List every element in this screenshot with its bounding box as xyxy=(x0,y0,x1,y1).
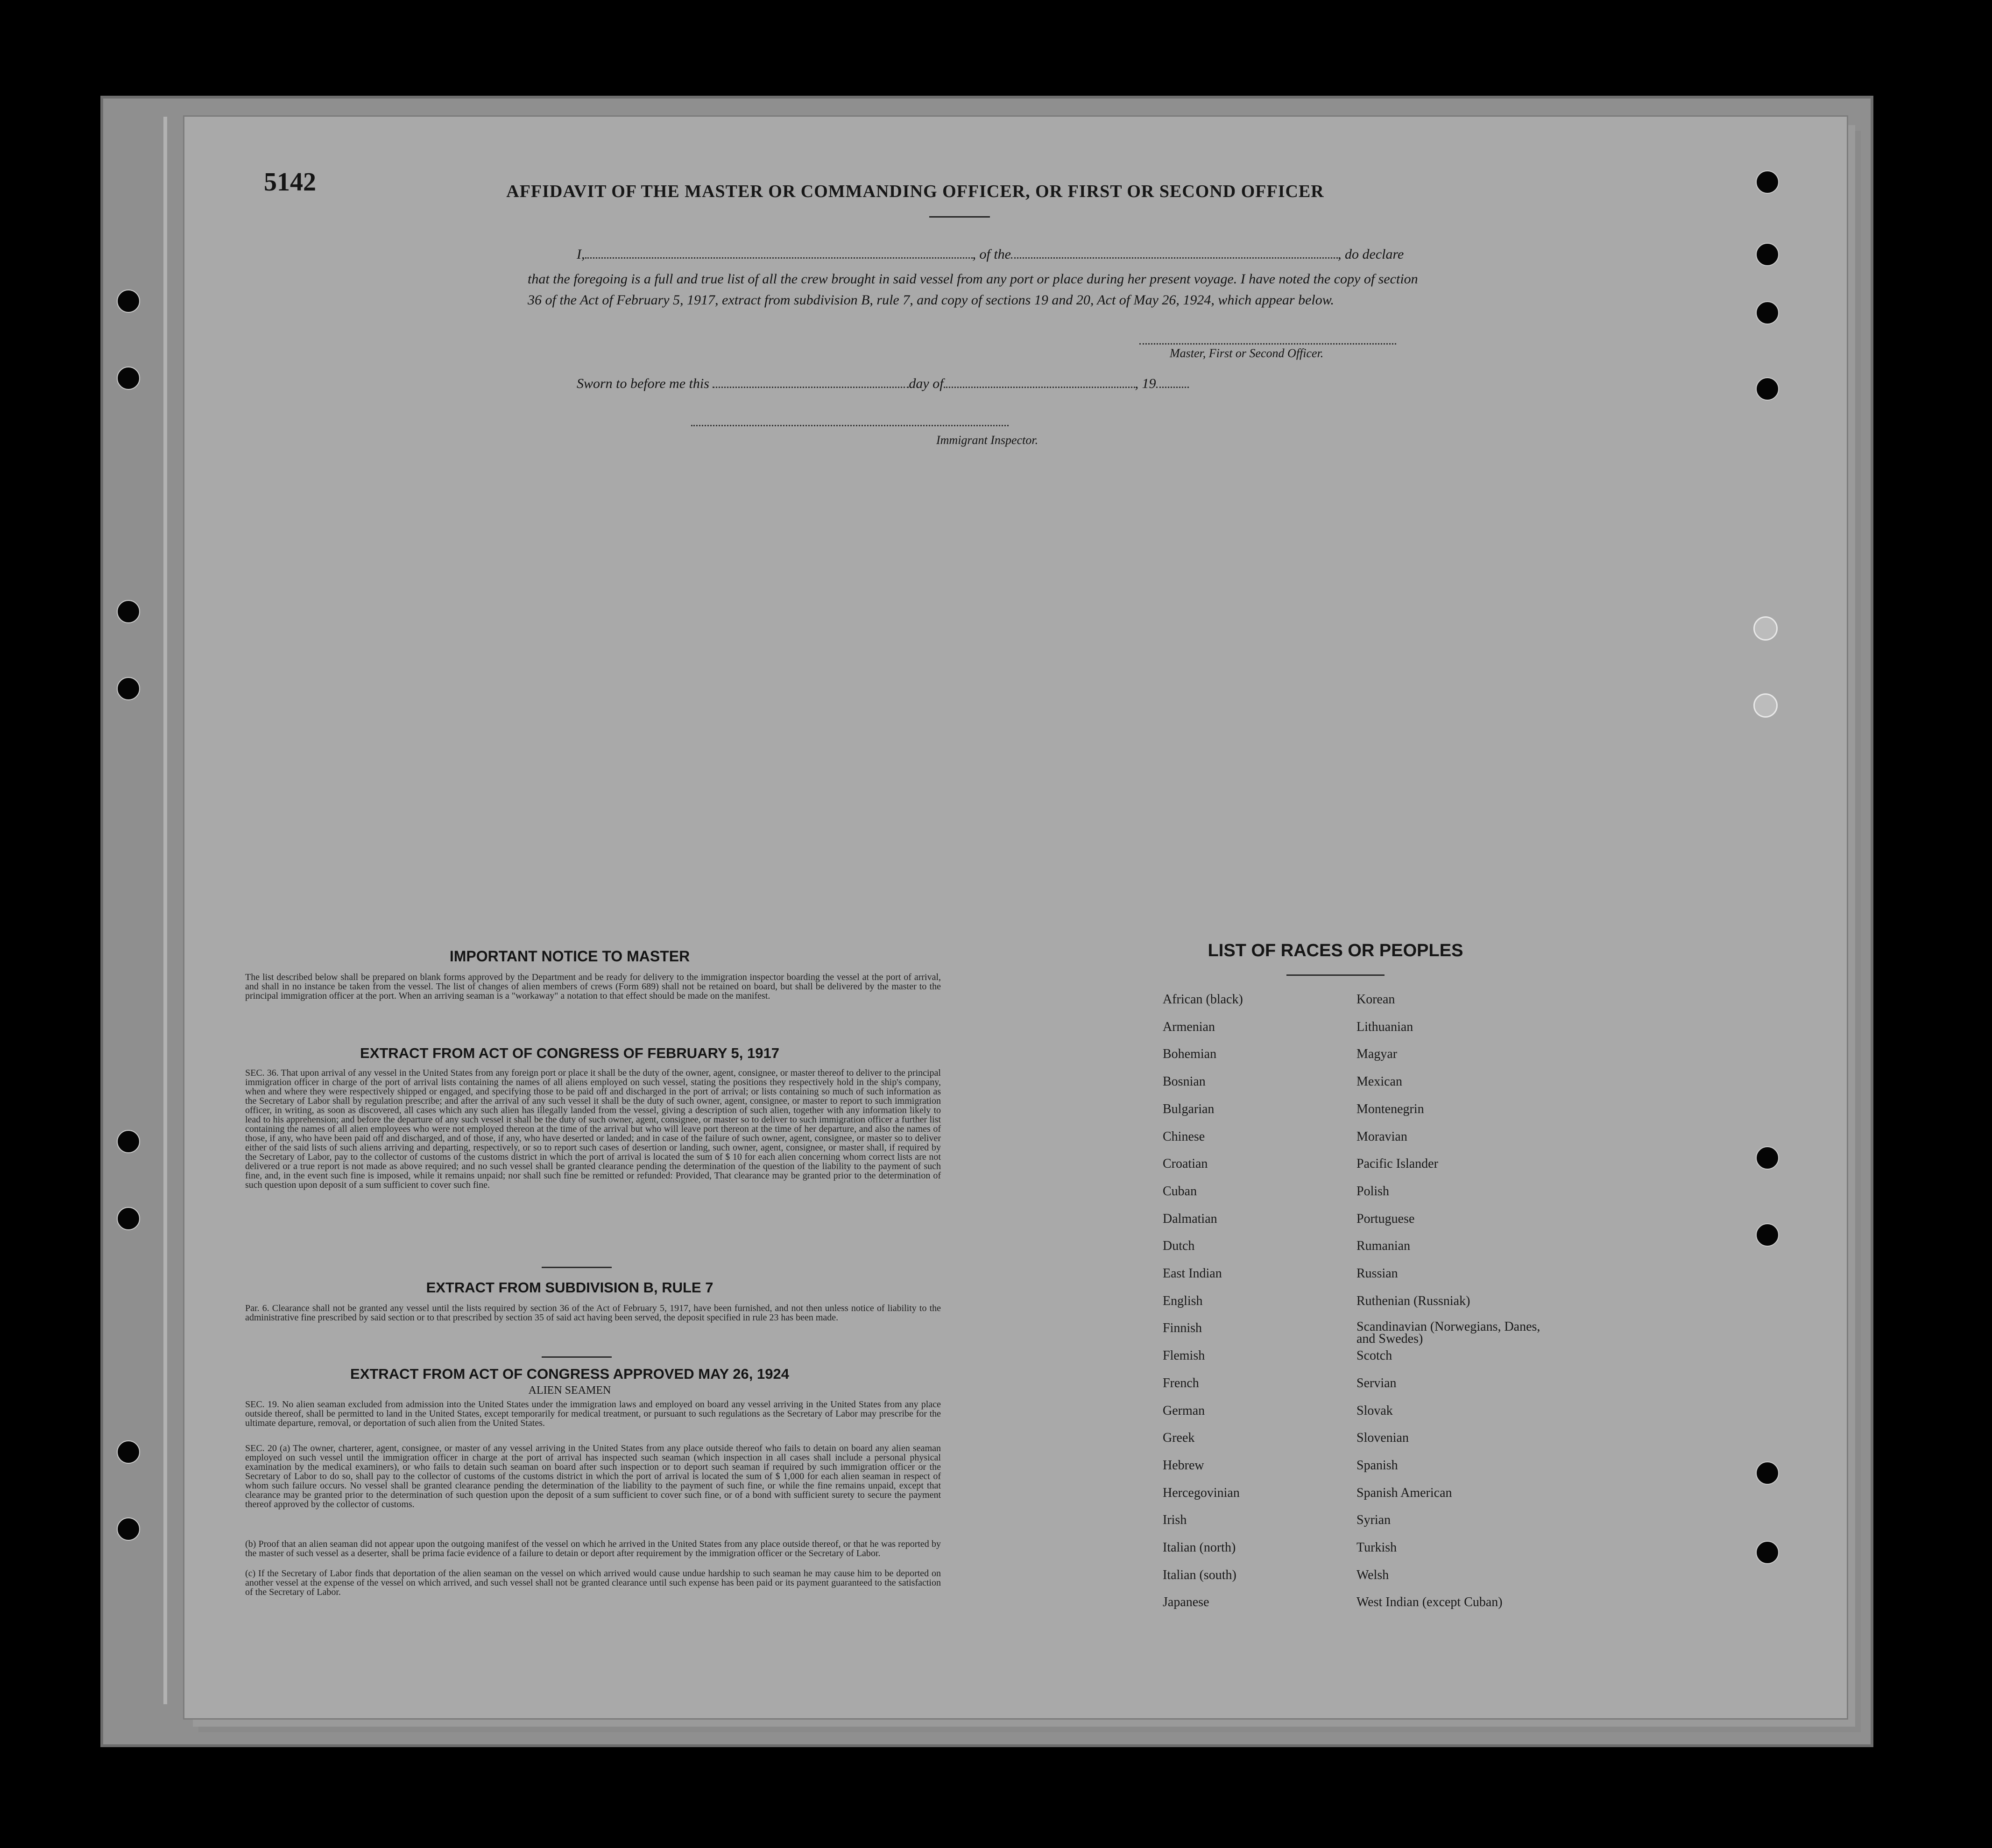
binder-hole xyxy=(1756,243,1779,266)
binder-hole xyxy=(1756,1223,1779,1247)
extract-1924-heading: EXTRACT FROM ACT OF CONGRESS APPROVED MAY 26, 1924 xyxy=(350,1366,789,1382)
sworn-prefix: Sworn to before me this xyxy=(577,376,709,391)
binder-hole xyxy=(1756,1146,1779,1170)
title-underline xyxy=(929,216,990,218)
race-item: Mexican xyxy=(1356,1074,1402,1089)
notice-text: The list described below shall be prepared on blank forms approved by the Department and be ready for delivery to the immigration inspector boarding the vessel at the port of arrival, and shall in no instance be taken from the vessel. The list of changes of alien members of crews (Form 689) shall not be retained on board, but shall be delivered by the master to the principal immigration officer at the port. When an arriving seaman is a "workaway" a notation to that effect should be made on the manifest. xyxy=(245,972,941,1001)
inspector-signature-line xyxy=(691,425,1009,426)
race-item: Portuguese xyxy=(1356,1211,1415,1226)
race-item: Pacific Islander xyxy=(1356,1157,1438,1171)
binder-hole xyxy=(1756,377,1779,401)
race-item: Hercegovinian xyxy=(1163,1485,1240,1500)
race-item: French xyxy=(1163,1375,1199,1390)
race-item: Croatian xyxy=(1163,1157,1208,1171)
binder-hole xyxy=(117,289,140,313)
race-item: Bulgarian xyxy=(1163,1101,1215,1116)
affidavit-title: AFFIDAVIT OF THE MASTER OR COMMANDING OFFICER, OR FIRST OR SECOND OFFICER xyxy=(506,182,1324,201)
binder-hole xyxy=(1756,301,1779,324)
race-item: Lithuanian xyxy=(1356,1019,1413,1034)
race-item: Scandinavian (Norwegians, Danes, and Swedes) xyxy=(1356,1319,1540,1347)
affidavit-line-1 xyxy=(577,247,1404,262)
race-item: Servian xyxy=(1356,1375,1397,1390)
sworn-year-blank xyxy=(1156,383,1189,388)
race-item: Dutch xyxy=(1163,1239,1195,1254)
race-item: Magyar xyxy=(1356,1047,1398,1062)
race-item: Welsh xyxy=(1356,1567,1389,1582)
binder-hole xyxy=(1756,1541,1779,1564)
race-item: Slovak xyxy=(1356,1403,1393,1418)
stamp-number: 5142 xyxy=(264,168,316,197)
race-item: Spanish xyxy=(1356,1458,1398,1473)
race-item: Irish xyxy=(1163,1513,1187,1528)
extract-1924-sec20: SEC. 20 (a) The owner, charterer, agent, consignee, or master of any vessel arriving in the United States from any place outside thereof who fails to detain on board any alien seaman employed on such vessel until the immigration officer in charge at the port of arrival has inspected such seaman (which inspection in all cases shall include a personal physical examination by the medical examiners), or who fails to detain such seaman on board after such inspection or to deport such seaman if required by such immigration officer or the Secretary of Labor to do so, shall pay to the collector of customs of the customs district in which the port of arrival is located the sum of $ 1,000 for each alien seaman in respect of whom such failure occurs. No vessel shall be granted clearance pending the determination of the liability to the payment of such fine, or while the fine remains unpaid, except that clearance may be granted prior to the determination of such question upon the deposit of a sum sufficient to cover such fine, or of a bond with sufficient surety to secure the payment thereof approved by the collector of customs. xyxy=(245,1443,941,1509)
declarant-prefix: I, xyxy=(577,247,585,262)
races-title: LIST OF RACES OR PEOPLES xyxy=(1208,941,1463,960)
race-item: Chinese xyxy=(1163,1129,1205,1144)
binder-hole xyxy=(117,1207,140,1230)
race-item: Flemish xyxy=(1163,1348,1205,1363)
race-item: Dalmatian xyxy=(1163,1211,1217,1226)
race-item: West Indian (except Cuban) xyxy=(1356,1595,1503,1610)
alien-seamen-subheading: ALIEN SEAMEN xyxy=(528,1384,611,1397)
race-item: Cuban xyxy=(1163,1184,1197,1199)
binder-hole xyxy=(1756,1461,1779,1485)
binder-hole xyxy=(1756,170,1779,194)
race-item: Hebrew xyxy=(1163,1458,1204,1473)
race-item: Polish xyxy=(1356,1184,1390,1199)
binder-hole xyxy=(117,367,140,390)
race-item: Spanish American xyxy=(1356,1485,1452,1500)
binder-hole xyxy=(117,600,140,623)
extract-1924-sec19: SEC. 19. No alien seaman excluded from admission into the United States under the immigration laws and employed on board any vessel arriving in the United States from any place outside thereof, shall be permitted to land in the United States, except temporarily for medical treatment, or pursuant to such regulations as the Secretary of Labor may prescribe for the ultimate departure, removal, or deportation of such alien from the United States. xyxy=(245,1399,941,1428)
declare-label: , do declare xyxy=(1338,247,1404,262)
race-item: Bosnian xyxy=(1163,1074,1206,1089)
race-item: Syrian xyxy=(1356,1513,1391,1528)
extract-1924-sec20c: (c) If the Secretary of Labor finds that deportation of the alien seaman on the vessel on which arrived would cause undue hardship to such seaman he may cause him to be deported on another vessel at the expense of the vessel on which arrived, and such vessel shall not be granted clearance until such expense has been paid or its payment guaranteed to the satisfaction of the Secretary of Labor. xyxy=(245,1568,941,1597)
race-item: Rumanian xyxy=(1356,1239,1411,1254)
race-item: African (black) xyxy=(1163,992,1243,1007)
race-item: Scotch xyxy=(1356,1348,1392,1363)
race-item: Russian xyxy=(1356,1266,1398,1281)
master-signature-line xyxy=(1139,343,1396,345)
sworn-day-label: day of xyxy=(909,376,944,391)
extract-1924-sec20b: (b) Proof that an alien seaman did not appear upon the outgoing manifest of the vessel on which he arrived in the United States from any place outside thereof, or that he was reported by the master of such vessel as a deserter, shall be prima facie evidence of a failure to detain or deport after requirement by the immigration officer or the Secretary of Labor. xyxy=(245,1539,941,1559)
binder-hole xyxy=(117,1440,140,1464)
race-item: East Indian xyxy=(1163,1266,1222,1281)
race-item: Korean xyxy=(1356,992,1395,1007)
race-item: Slovenian xyxy=(1356,1431,1409,1446)
race-item: Finnish xyxy=(1163,1321,1202,1336)
race-item: Ruthenian (Russniak) xyxy=(1356,1293,1470,1308)
extract-1917-heading: EXTRACT FROM ACT OF CONGRESS OF FEBRUARY 5, 1917 xyxy=(360,1045,779,1061)
of-the-label: , of the xyxy=(972,247,1011,262)
extract-rule7-text: Par. 6. Clearance shall not be granted any vessel until the lists required by section 36 of the Act of February 5, 1917, have been furnished, and not then unless notice of liability to the administrative fine prescribed by said section or to that prescribed by section 35 of said act having been served, the deposit specified in rule 23 has been made. xyxy=(245,1303,941,1323)
binder-hole xyxy=(117,1517,140,1541)
inspector-caption: Immigrant Inspector. xyxy=(936,433,1038,447)
sworn-month-blank xyxy=(944,383,1135,388)
race-item: Italian (north) xyxy=(1163,1540,1236,1555)
race-item: German xyxy=(1163,1403,1205,1418)
race-item: Armenian xyxy=(1163,1019,1215,1034)
race-item: English xyxy=(1163,1293,1203,1308)
extract-rule7-heading: EXTRACT FROM SUBDIVISION B, RULE 7 xyxy=(426,1279,713,1296)
races-title-underline xyxy=(1286,974,1385,976)
binder-hole xyxy=(117,1130,140,1153)
sworn-year-label: , 19 xyxy=(1135,376,1156,391)
master-caption: Master, First or Second Officer. xyxy=(1170,346,1324,360)
binder-hole xyxy=(1753,693,1778,718)
race-item: Bohemian xyxy=(1163,1047,1217,1062)
affidavit-body: that the foregoing is a full and true list of all the crew brought in said vessel from any port or place during her present voyage. I have noted the copy of section 36 of the Act of February 5, 1917, extract from subdivision B, rule 7, and copy of sections 19 and 20, Act of May 26, 1924, which appear below. xyxy=(528,271,1418,308)
race-item: Italian (south) xyxy=(1163,1567,1236,1582)
race-item: Montenegrin xyxy=(1356,1101,1424,1116)
binder-hole xyxy=(1753,616,1778,641)
sworn-date-blank xyxy=(713,383,909,388)
declarant-name-blank xyxy=(585,254,973,259)
race-item: Turkish xyxy=(1356,1540,1397,1555)
race-item: Moravian xyxy=(1356,1129,1407,1144)
extract-1917-text: SEC. 36. That upon arrival of any vessel in the United States from any foreign port or place it shall be the duty of the owner, agent, consignee, or master thereof to deliver to the principal immigration officer in charge of the port of arrival lists containing the names of all aliens employed on such vessel, stating the positions they respectively hold in the ship's company, when and where they were respectively shipped or engaged, and specifying those to be paid off and discharged in the port of arrival; or lists containing so much of such information as the Secretary of Labor shall by regulation prescribe; and after the arrival of any such vessel it shall be the duty of such owner, agent, consignee, or master to report to such immigration officer, in writing, as soon as discovered, all cases which any such alien has illegally landed from the vessel, giving a description of such alien, together with any information likely to lead to his apprehension; and before the departure of any such vessel it shall be the duty of such owner, agent, consignee, or master so to deliver to such immigration officer a further list containing the names of all alien employees who were not employed thereon at the time of the arrival but who will leave port thereon at the time of her departure, and also the names of those, if any, who have been paid off and discharged, and of those, if any, who have deserted or landed; and in case of the failure of such owner, agent, consignee, or master so to deliver either of the said lists of such aliens arriving and departing, respectively, or so to report such cases of desertion or landing, such owner, agent, consignee, or master shall, if required by the Secretary of Labor, pay to the collector of customs of the customs district in which the port of arrival is located the sum of $ 10 for each alien concerning whom correct lists are not delivered or a true report is not made as above required; and no such vessel shall be granted clearance pending the determination of the question of the liability to the payment of such fine, and, in the event such fine is imposed, while it remains unpaid; nor shall such fine be remitted or refunded: Provided, That clearance may be granted prior to the determination of such question upon deposit of a sum sufficient to cover such fine. xyxy=(245,1068,941,1190)
binder-hole xyxy=(117,677,140,700)
sworn-line xyxy=(577,376,1189,392)
section-divider xyxy=(542,1356,612,1358)
race-item: Japanese xyxy=(1163,1595,1209,1610)
notice-heading: IMPORTANT NOTICE TO MASTER xyxy=(449,948,690,965)
vessel-name-blank xyxy=(1011,254,1338,259)
race-item: Greek xyxy=(1163,1431,1195,1446)
section-divider xyxy=(542,1267,612,1268)
underlying-page-edge xyxy=(163,117,167,1704)
